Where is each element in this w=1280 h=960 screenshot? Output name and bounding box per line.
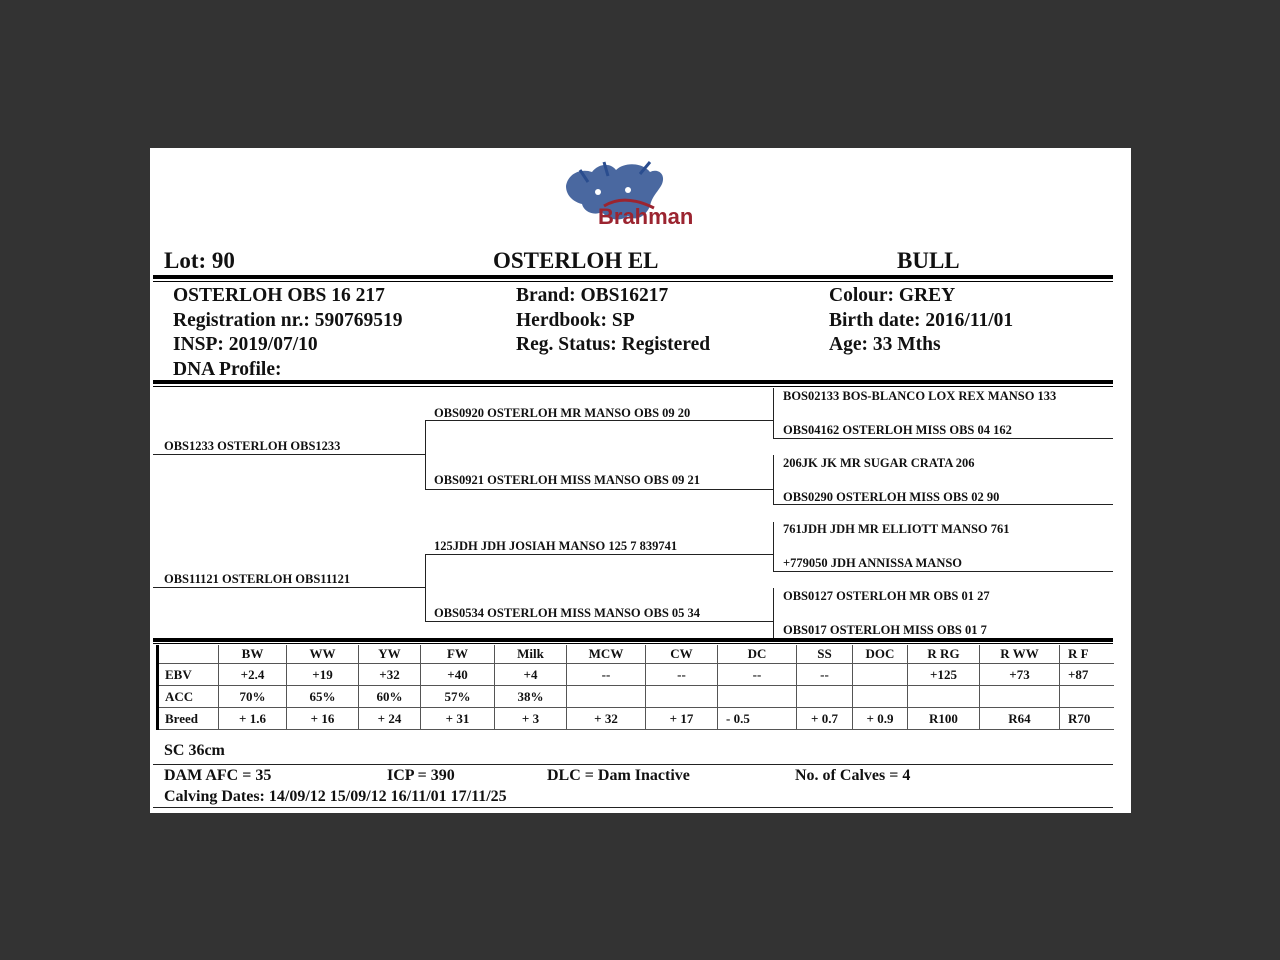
breed-cell: R64	[980, 708, 1060, 730]
ebv-header-cell: MCW	[567, 645, 646, 664]
ebv-cell: +4	[495, 664, 567, 686]
inspection-date: INSP: 2019/07/10	[173, 334, 318, 355]
pedigree-sire: OBS1233 OSTERLOH OBS1233	[164, 439, 341, 453]
pedigree-ssd: OBS04162 OSTERLOH MISS OBS 04 162	[783, 423, 1012, 437]
ebv-cell: +2.4	[219, 664, 287, 686]
pedigree-ddd: OBS017 OSTERLOH MISS OBS 01 7	[783, 623, 987, 637]
pedigree-sire-dam: OBS0921 OSTERLOH MISS MANSO OBS 09 21	[434, 473, 701, 487]
pedigree-sire-sire: OBS0920 OSTERLOH MR MANSO OBS 09 20	[434, 406, 691, 420]
acc-cell: 57%	[421, 686, 495, 708]
ebv-header-cell: BW	[219, 645, 287, 664]
ebv-cell: +32	[359, 664, 421, 686]
pedigree-dam-sire: 125JDH JDH JOSIAH MANSO 125 7 839741	[434, 539, 678, 553]
header-divider	[153, 275, 1113, 279]
birth-date: Birth date: 2016/11/01	[829, 309, 1014, 331]
ebv-divider-thin	[153, 643, 1113, 644]
ebv-header-cell: SS	[797, 645, 853, 664]
acc-cell	[853, 686, 908, 708]
ebv-cell: --	[567, 664, 646, 686]
footer-divider	[153, 764, 1113, 765]
ebv-divider	[153, 638, 1113, 642]
ebv-header-cell	[158, 645, 219, 664]
ebv-cell: +125	[908, 664, 980, 686]
acc-cell	[1060, 686, 1114, 708]
ebv-header-cell: R F	[1060, 645, 1114, 664]
breed-cell: - 0.5	[718, 708, 797, 730]
age: Age: 33 Mths	[829, 334, 941, 355]
breed-cell: + 32	[567, 708, 646, 730]
info-divider	[153, 380, 1113, 384]
dam-afc: DAM AFC = 35	[164, 767, 272, 784]
pedigree-dss: 761JDH JDH MR ELLIOTT MANSO 761	[783, 522, 1010, 536]
ebv-header-cell: DC	[718, 645, 797, 664]
lot-number: Lot: 90	[164, 248, 235, 273]
breed-cell: R70	[1060, 708, 1114, 730]
ebv-cell: --	[797, 664, 853, 686]
pedigree-dam: OBS11121 OSTERLOH OBS11121	[164, 572, 351, 586]
ebv-header-cell: R WW	[980, 645, 1060, 664]
breed-cell: + 31	[421, 708, 495, 730]
scrotal-circumference: SC 36cm	[164, 742, 225, 759]
breed-cell: + 24	[359, 708, 421, 730]
calving-dates: Calving Dates: 14/09/12 15/09/12 16/11/01 17/11/25	[164, 788, 507, 805]
acc-cell: 70%	[219, 686, 287, 708]
dna-profile: DNA Profile:	[173, 358, 282, 380]
ebv-table	[156, 645, 1114, 730]
ebv-header-cell: CW	[646, 645, 718, 664]
registration-number: Registration nr.: 590769519	[173, 309, 403, 331]
info-col-registration	[516, 284, 710, 358]
ebv-row-label: EBV	[158, 664, 219, 686]
ebv-header-cell: YW	[359, 645, 421, 664]
pedigree-sds: 206JK JK MR SUGAR CRATA 206	[783, 456, 975, 470]
info-divider-thin	[153, 386, 1113, 387]
pedigree-sdd: OBS0290 OSTERLOH MISS OBS 02 90	[783, 490, 1000, 504]
ebv-header-cell: DOC	[853, 645, 908, 664]
breed-cell: + 3	[495, 708, 567, 730]
ebv-cell: +19	[287, 664, 359, 686]
acc-cell	[718, 686, 797, 708]
acc-cell: 60%	[359, 686, 421, 708]
footer-bottom-rule	[153, 807, 1113, 808]
header-divider-thin	[153, 281, 1113, 282]
ebv-header-cell: R RG	[908, 645, 980, 664]
brahman-logo	[558, 156, 718, 232]
breed-cell: + 0.9	[853, 708, 908, 730]
ebv-cell: --	[646, 664, 718, 686]
logo-text: Brahman	[598, 204, 694, 229]
breed-cell: + 16	[287, 708, 359, 730]
brand: Brand: OBS16217	[516, 285, 669, 306]
acc-cell: 38%	[495, 686, 567, 708]
animal-name: OSTERLOH EL	[493, 248, 659, 273]
breed-cell: + 1.6	[219, 708, 287, 730]
acc-row	[158, 686, 1114, 708]
colour: Colour: GREY	[829, 285, 956, 306]
acc-cell	[908, 686, 980, 708]
info-col-identity	[173, 284, 402, 382]
ebv-header-cell: FW	[421, 645, 495, 664]
animal-sex: BULL	[897, 248, 960, 273]
pedigree-dds: OBS0127 OSTERLOH MR OBS 01 27	[783, 589, 990, 603]
info-col-details	[829, 284, 1013, 358]
ebv-cell: --	[718, 664, 797, 686]
ebv-cell	[853, 664, 908, 686]
ebv-header-row	[158, 645, 1114, 664]
pedigree-sss: BOS02133 BOS-BLANCO LOX REX MANSO 133	[783, 389, 1057, 403]
pedigree-dam-dam: OBS0534 OSTERLOH MISS MANSO OBS 05 34	[434, 606, 701, 620]
breed-cell: + 0.7	[797, 708, 853, 730]
breed-row-label: Breed	[158, 708, 219, 730]
icp: ICP = 390	[387, 767, 455, 784]
pedigree-dsd: +779050 JDH ANNISSA MANSO	[783, 556, 963, 570]
ebv-cell: +40	[421, 664, 495, 686]
acc-cell: 65%	[287, 686, 359, 708]
breed-cell: R100	[908, 708, 980, 730]
ebv-cell: +73	[980, 664, 1060, 686]
acc-row-label: ACC	[158, 686, 219, 708]
ebv-cell: +87	[1060, 664, 1114, 686]
dlc: DLC = Dam Inactive	[547, 767, 690, 784]
herdbook: Herdbook: SP	[516, 309, 635, 331]
acc-cell	[797, 686, 853, 708]
animal-card	[150, 148, 1131, 813]
ebv-header-cell: WW	[287, 645, 359, 664]
stud-name: OSTERLOH OBS 16 217	[173, 285, 385, 306]
acc-cell	[980, 686, 1060, 708]
number-of-calves: No. of Calves = 4	[795, 767, 911, 784]
ebv-header-cell: Milk	[495, 645, 567, 664]
breed-cell: + 17	[646, 708, 718, 730]
breed-row	[158, 708, 1114, 730]
ebv-row	[158, 664, 1114, 686]
reg-status: Reg. Status: Registered	[516, 334, 711, 355]
acc-cell	[567, 686, 646, 708]
acc-cell	[646, 686, 718, 708]
